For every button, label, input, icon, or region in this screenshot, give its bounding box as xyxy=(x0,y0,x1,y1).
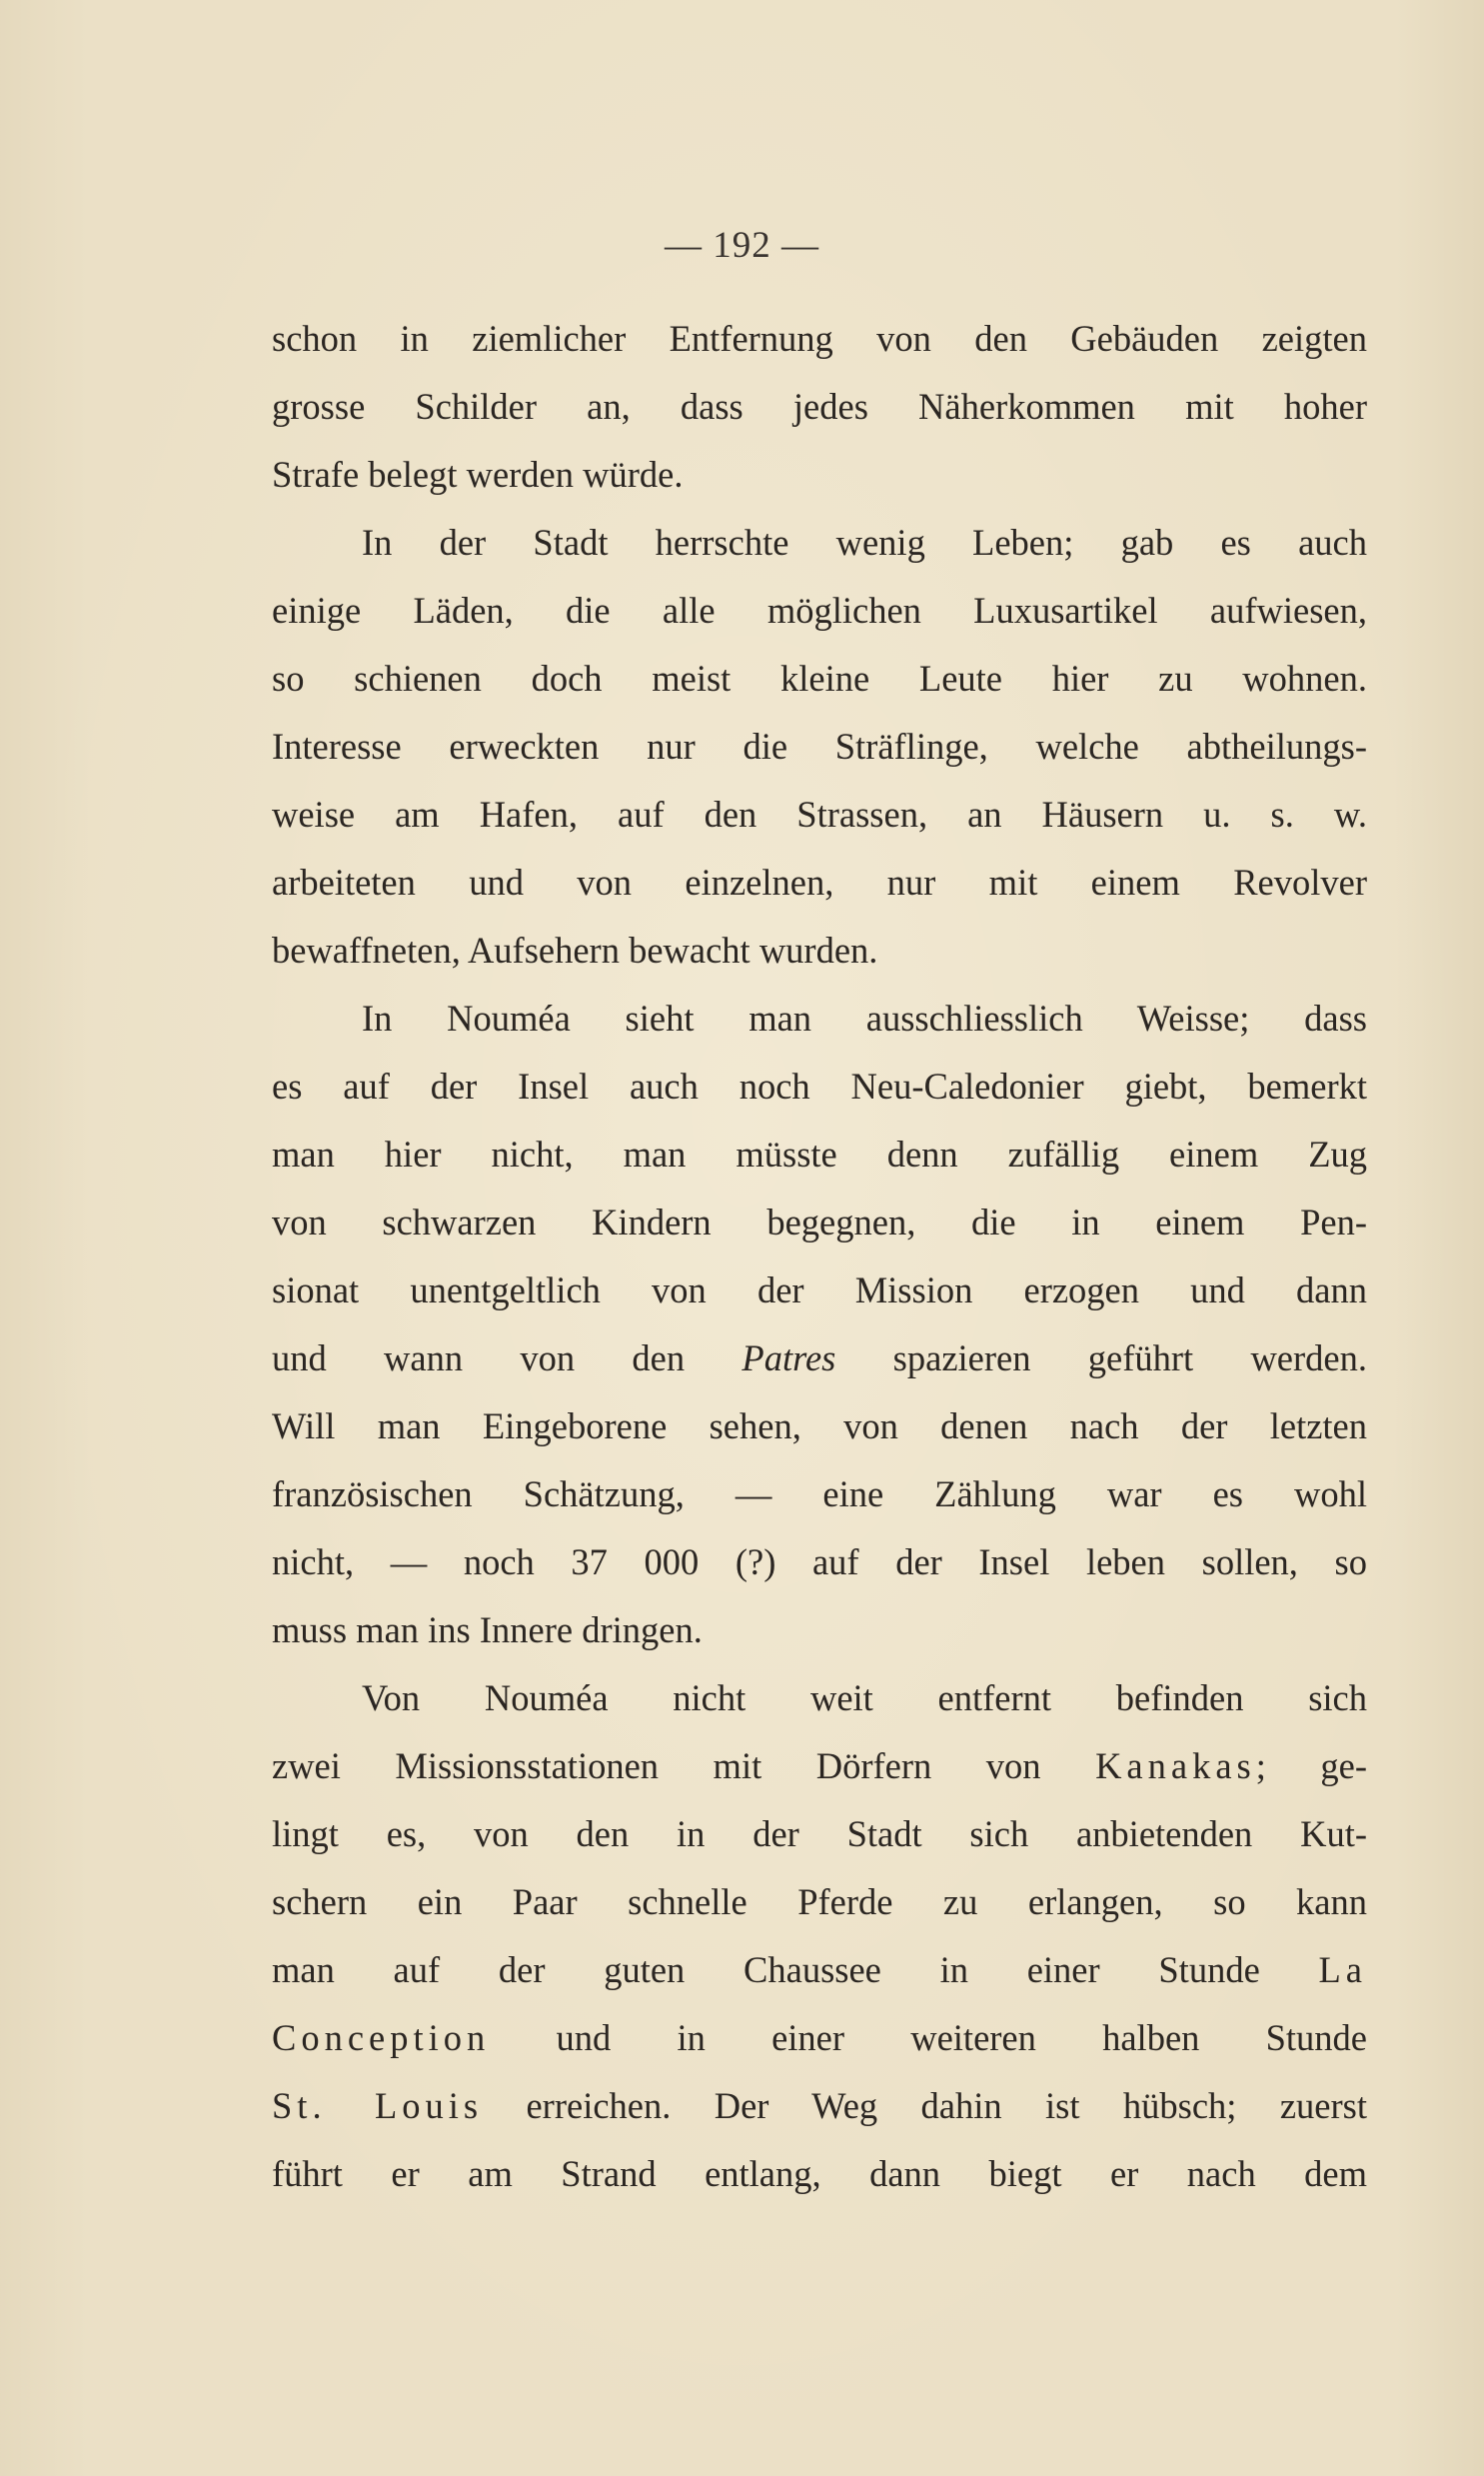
text-line xyxy=(272,1732,1367,1800)
page-number: — 192 — xyxy=(665,225,819,266)
text-segment: man auf der guten Chaussee in einer Stunde xyxy=(272,1949,1319,1990)
text-line: nicht, — noch 37 000 (?) auf der Insel leben sollen, so xyxy=(272,1541,1367,1582)
text-line: französischen Schätzung, — eine Zählung war es wohl xyxy=(272,1473,1367,1514)
text-line: In der Stadt herrschte wenig Leben; gab es auch xyxy=(362,522,1367,563)
text-segment: und in einer weiteren halben Stunde xyxy=(490,2017,1367,2058)
text-line: schern ein Paar schnelle Pferde zu erlangen, so kann xyxy=(272,1881,1367,1922)
text-line: es auf der Insel auch noch Neu-Caledonier giebt, bemerkt xyxy=(272,1066,1367,1107)
spaced-word: La xyxy=(1318,1949,1367,1990)
body-text xyxy=(272,305,1367,2208)
text-line xyxy=(272,2072,1367,2140)
text-line: einige Läden, die alle möglichen Luxusartikel aufwiesen, xyxy=(272,590,1367,631)
text-line: Interesse erweckten nur die Sträflinge, welche abtheilungs- xyxy=(272,726,1367,767)
spaced-word: St. Louis xyxy=(272,2085,484,2126)
text-line: muss man ins Innere dringen. xyxy=(272,1609,703,1650)
text-segment: spazieren geführt werden. xyxy=(835,1337,1367,1378)
spaced-word: Kanakas xyxy=(1095,1745,1256,1786)
text-line xyxy=(272,2004,1367,2072)
text-line: so schienen doch meist kleine Leute hier zu wohnen. xyxy=(272,658,1367,699)
text-line: lingt es, von den in der Stadt sich anbietenden Kut- xyxy=(272,1813,1367,1854)
text-line: Von Nouméa nicht weit entfernt befinden sich xyxy=(362,1677,1367,1718)
text-line: man hier nicht, man müsste denn zufällig einem Zug xyxy=(272,1134,1367,1175)
text-line: grosse Schilder an, dass jedes Näherkommen mit hoher xyxy=(272,386,1367,427)
text-line: sionat unentgeltlich von der Mission erzogen und dann xyxy=(272,1269,1367,1310)
text-segment: erreichen. Der Weg dahin ist hübsch; zuerst xyxy=(483,2085,1367,2126)
text-segment: zwei Missionsstationen mit Dörfern von xyxy=(272,1745,1096,1786)
italic-word: Patres xyxy=(742,1337,836,1378)
text-line: von schwarzen Kindern begegnen, die in einem Pen- xyxy=(272,1202,1367,1242)
text-line: Strafe belegt werden würde. xyxy=(272,454,684,495)
text-line: weise am Hafen, auf den Strassen, an Häusern u. s. w. xyxy=(272,794,1367,835)
text-line: arbeiteten und von einzelnen, nur mit einem Revolver xyxy=(272,862,1367,903)
text-line xyxy=(272,1324,1367,1392)
text-line: bewaffneten, Aufsehern bewacht wurden. xyxy=(272,930,878,971)
text-segment: ; ge- xyxy=(1255,1745,1367,1786)
text-segment: und wann von den xyxy=(272,1337,742,1378)
text-line: führt er am Strand entlang, dann biegt er nach dem xyxy=(272,2153,1367,2194)
text-line: In Nouméa sieht man ausschliesslich Weisse; dass xyxy=(362,998,1367,1039)
spaced-word: Conception xyxy=(272,2017,491,2058)
text-line: Will man Eingeborene sehen, von denen nach der letzten xyxy=(272,1405,1367,1446)
text-line xyxy=(272,1936,1367,2004)
text-line: schon in ziemlicher Entfernung von den Gebäuden zeigten xyxy=(272,318,1367,359)
